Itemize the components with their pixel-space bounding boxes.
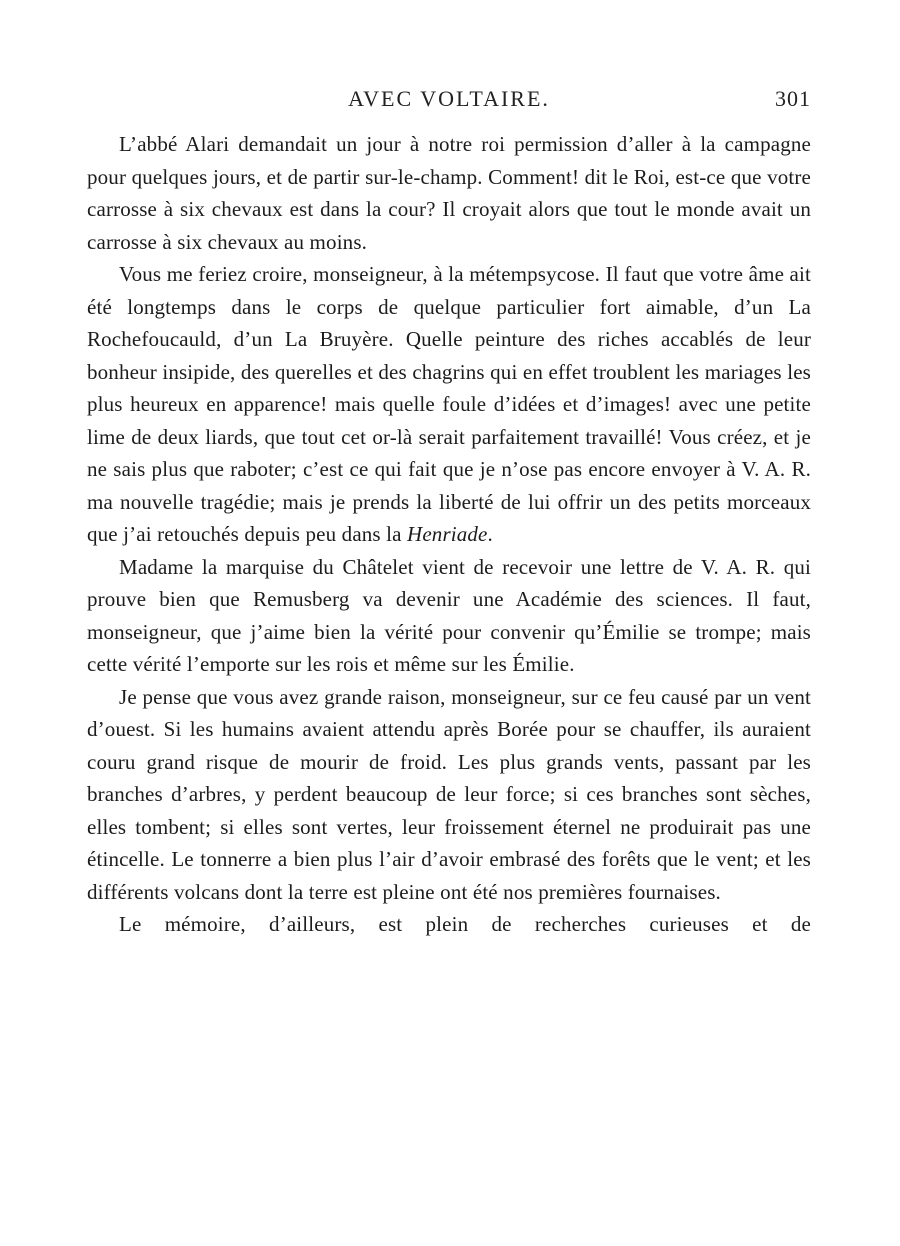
running-title: AVEC VOLTAIRE.	[348, 86, 550, 111]
paragraph-vent-ouest: Je pense que vous avez grande raison, monseigneur, sur ce feu causé par un vent d’ouest. Si les humains avaient attendu après Borée pour se chauffer, ils auraient couru grand risque de mourir de froid. Les plus grands vents, passant par les branches d’arbres, y perdent beaucoup de leur force; si ces branches sont sèches, elles tombent; si elles sont vertes, leur froissement éternel ne produirait pas une étincelle. Le tonnerre a bien plus l’air d’avoir embrasé des forêts que le vent; et les différents volcans dont la terre est pleine ont été nos premières fournaises.	[87, 684, 811, 904]
paragraph-abbe-alari: L’abbé Alari demandait un jour à notre roi permission d’aller à la campagne pour quelques jours, et de partir sur-le-champ. Comment! dit le Roi, est-ce que votre carrosse à six chevaux est dans la cour? Il croyait alors que tout le monde avait un carrosse à six chevaux au moins.	[87, 132, 811, 254]
paragraph-metempsycose	[87, 258, 811, 551]
henriade-title: Henriade	[407, 522, 488, 546]
paragraph-memoire: Le mémoire, d’ailleurs, est plein de recherches curieuses et de	[119, 912, 811, 936]
running-header	[87, 86, 811, 116]
paragraph-chatelet: Madame la marquise du Châtelet vient de recevoir une lettre de V. A. R. qui prouve bien que Remusberg va devenir une Académie des sciences. Il faut, monseigneur, que j’aime bien la vérité pour convenir qu’Émilie se trompe; mais cette vérité l’emporte sur les rois et même sur les Émilie.	[87, 554, 811, 676]
page-number: 301	[775, 86, 811, 111]
paragraph-metempsycose-end: .	[487, 522, 493, 546]
body-text	[87, 128, 811, 941]
paragraph-metempsycose-text: Vous me feriez croire, monseigneur, à la métempsycose. Il faut que votre âme ait été longtemps dans le corps de quelque particulier fort aimable, d’un La Rochefoucauld, d’un La Bruyère. Quelle peinture des riches accablés de leur bonheur insipide, des querelles et des chagrins qui en effet troublent les mariages les plus heureux en apparence! mais quelle foule d’idées et d’images! avec une petite lime de deux liards, que tout cet or-là serait parfaitement travaillé! Vous créez, et je ne sais plus que raboter; c’est ce qui fait que je n’ose pas encore envoyer à V. A. R. ma nouvelle tragédie; mais je prends la liberté de lui offrir un des petits morceaux que j’ai retouchés depuis peu dans la	[87, 262, 811, 546]
